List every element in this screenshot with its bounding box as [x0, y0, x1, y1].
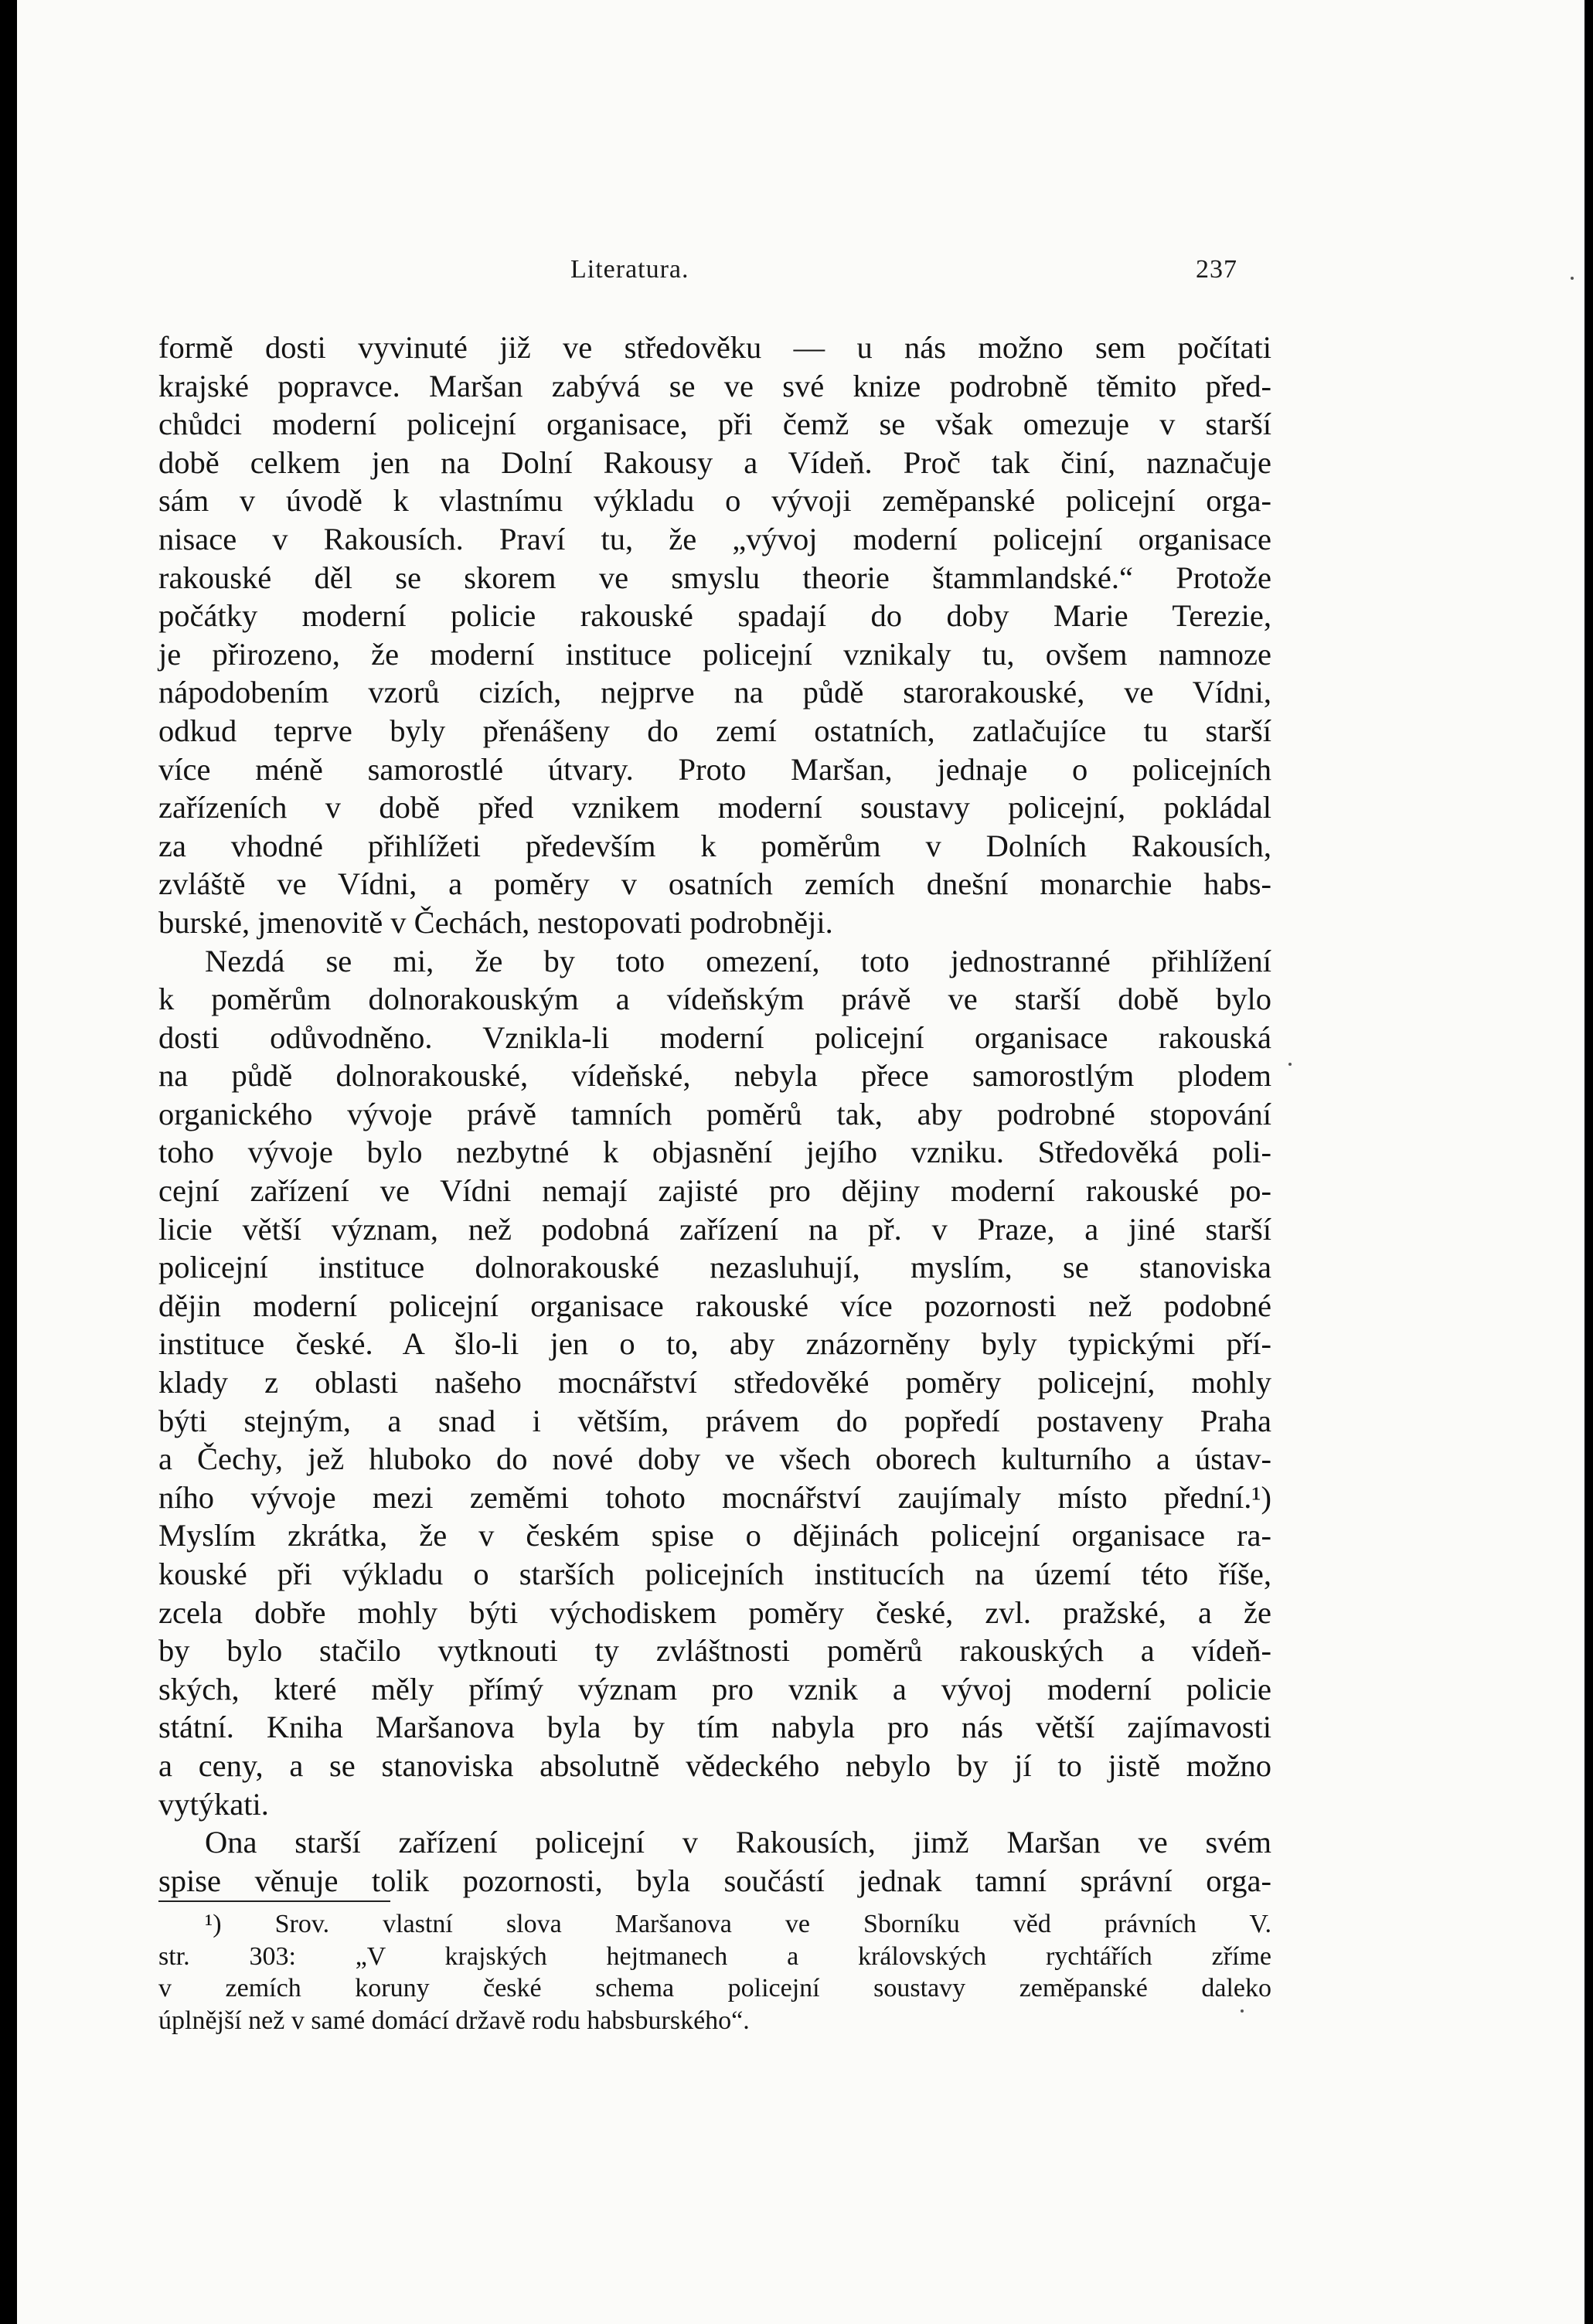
text-line: spise věnuje tolik pozornosti, byla součástí jednak tamní správní orga-: [158, 1863, 1271, 1898]
book-page: [17, 0, 1584, 2324]
text-line: formě dosti vyvinuté již ve středověku — u nás možno sem počítati: [158, 330, 1271, 365]
footnote-line: str. 303: „V krajských hejtmanech a královských rychtářích zříme: [158, 1941, 1271, 1971]
text-line: krajské popravce. Maršan zabývá se ve své knize podrobně těmito před-: [158, 368, 1271, 403]
footnote-line: úplnější než v samé domácí državě rodu habsburského“.: [158, 2006, 750, 2035]
running-header: [17, 255, 1584, 294]
text-line: klady z oblasti našeho mocnářství středověké poměry policejní, mohly: [158, 1365, 1271, 1400]
text-line: kouské při výkladu o starších policejních institucích na území této říše,: [158, 1557, 1271, 1591]
main-text: [158, 328, 1271, 1900]
footnotes: [158, 1908, 1271, 2036]
text-line: státní. Kniha Maršanova byla by tím nabyla pro nás větší zajímavosti: [158, 1710, 1271, 1745]
text-line: době celkem jen na Dolní Rakousy a Vídeň. Proč tak činí, naznačuje: [158, 444, 1271, 480]
text-line: zvláště ve Vídni, a poměry v osatních zemích dnešní monarchie habs-: [158, 866, 1271, 902]
text-line: sám v úvodě k vlastnímu výkladu o vývoji zeměpanské policejní orga-: [158, 483, 1271, 519]
text-line: by bylo stačilo vytknouti ty zvláštnosti poměrů rakouských a vídeň-: [158, 1633, 1271, 1669]
page-number: 237: [1196, 255, 1237, 284]
text-line: chůdci moderní policejní organisace, při čemž se však omezuje v starší: [158, 407, 1271, 442]
text-line: nisace v Rakousích. Praví tu, že „vývoj moderní policejní organisace: [158, 521, 1271, 556]
text-line: nápodobením vzorů cizích, nejprve na půdě starorakouské, ve Vídni,: [158, 675, 1271, 710]
text-line: organického vývoje právě tamních poměrů tak, aby podrobné stopování: [158, 1096, 1271, 1131]
footnote-line: ¹) Srov. vlastní slova Maršanova ve Sborníku věd právních V.: [205, 1910, 1271, 1938]
text-line: býti stejným, a snad i větším, právem do popředí postaveny Praha: [158, 1403, 1271, 1438]
text-line: a Čechy, jež hluboko do nové doby ve všech oborech kulturního a ústav-: [158, 1441, 1271, 1477]
text-line: cejní zařízení ve Vídni nemají zajisté pro dějiny moderní rakouské po-: [158, 1173, 1271, 1209]
text-line: Ona starší zařízení policejní v Rakousích, jimž Maršan ve svém: [205, 1825, 1271, 1860]
footnote-line: v zemích koruny české schema policejní soustavy zeměpanské daleko: [158, 1974, 1271, 2002]
text-line: více méně samorostlé útvary. Proto Maršan, jednaje o policejních: [158, 751, 1271, 787]
scan-speck: [1288, 1063, 1292, 1066]
text-line: zcela dobře mohly býti východiskem poměry české, zvl. pražské, a že: [158, 1594, 1271, 1630]
text-line: ských, které měly přímý význam pro vznik a vývoj moderní policie: [158, 1671, 1271, 1706]
text-line: licie větší význam, než podobná zařízení na př. v Praze, a jiné starší: [158, 1211, 1271, 1247]
text-line: instituce české. A šlo-li jen o to, aby znázorněny byly typickými pří-: [158, 1326, 1271, 1362]
text-line: na půdě dolnorakouské, vídeňské, nebyla přece samorostlým plodem: [158, 1058, 1271, 1094]
scan-speck: [1241, 2009, 1244, 2013]
text-line: odkud teprve byly přenášeny do zemí ostatních, zatlačujíce tu starší: [158, 713, 1271, 748]
scan-speck: [1571, 277, 1574, 280]
text-line: k poměrům dolnorakouským a vídeňským právě ve starší době bylo: [158, 982, 1271, 1017]
text-line: burské, jmenovitě v Čechách, nestopovati podrobněji.: [158, 904, 833, 940]
text-line: ního vývoje mezi zeměmi tohoto mocnářství zaujímaly místo přední.¹): [158, 1479, 1271, 1515]
text-line: dějin moderní policejní organisace rakouské více pozornosti než podobné: [158, 1288, 1271, 1323]
footnote-divider: [158, 1900, 390, 1902]
text-line: policejní instituce dolnorakouské nezasluhují, myslím, se stanoviska: [158, 1250, 1271, 1285]
text-line: vytýkati.: [158, 1786, 269, 1822]
text-line: za vhodné přihlížeti především k poměrům v Dolních Rakousích,: [158, 828, 1271, 863]
text-line: rakouské děl se skorem ve smyslu theorie štammlandské.“ Protože: [158, 560, 1271, 595]
text-line: Myslím zkrátka, že v českém spise o dějinách policejní organisace ra-: [158, 1518, 1271, 1553]
text-line: a ceny, a se stanoviska absolutně vědeckého nebylo by jí to jistě možno: [158, 1747, 1271, 1783]
text-line: dosti odůvodněno. Vznikla-li moderní policejní organisace rakouská: [158, 1019, 1271, 1055]
running-title: Literatura.: [570, 255, 689, 284]
text-line: je přirozeno, že moderní instituce policejní vznikaly tu, ovšem namnoze: [158, 636, 1271, 672]
text-line: Nezdá se mi, že by toto omezení, toto jednostranné přihlížení: [205, 943, 1271, 978]
text-line: toho vývoje bylo nezbytné k objasnění jejího vzniku. Středověká poli-: [158, 1135, 1271, 1170]
text-line: zařízeních v době před vznikem moderní soustavy policejní, pokládal: [158, 790, 1271, 825]
text-line: počátky moderní policie rakouské spadají do doby Marie Terezie,: [158, 598, 1271, 634]
